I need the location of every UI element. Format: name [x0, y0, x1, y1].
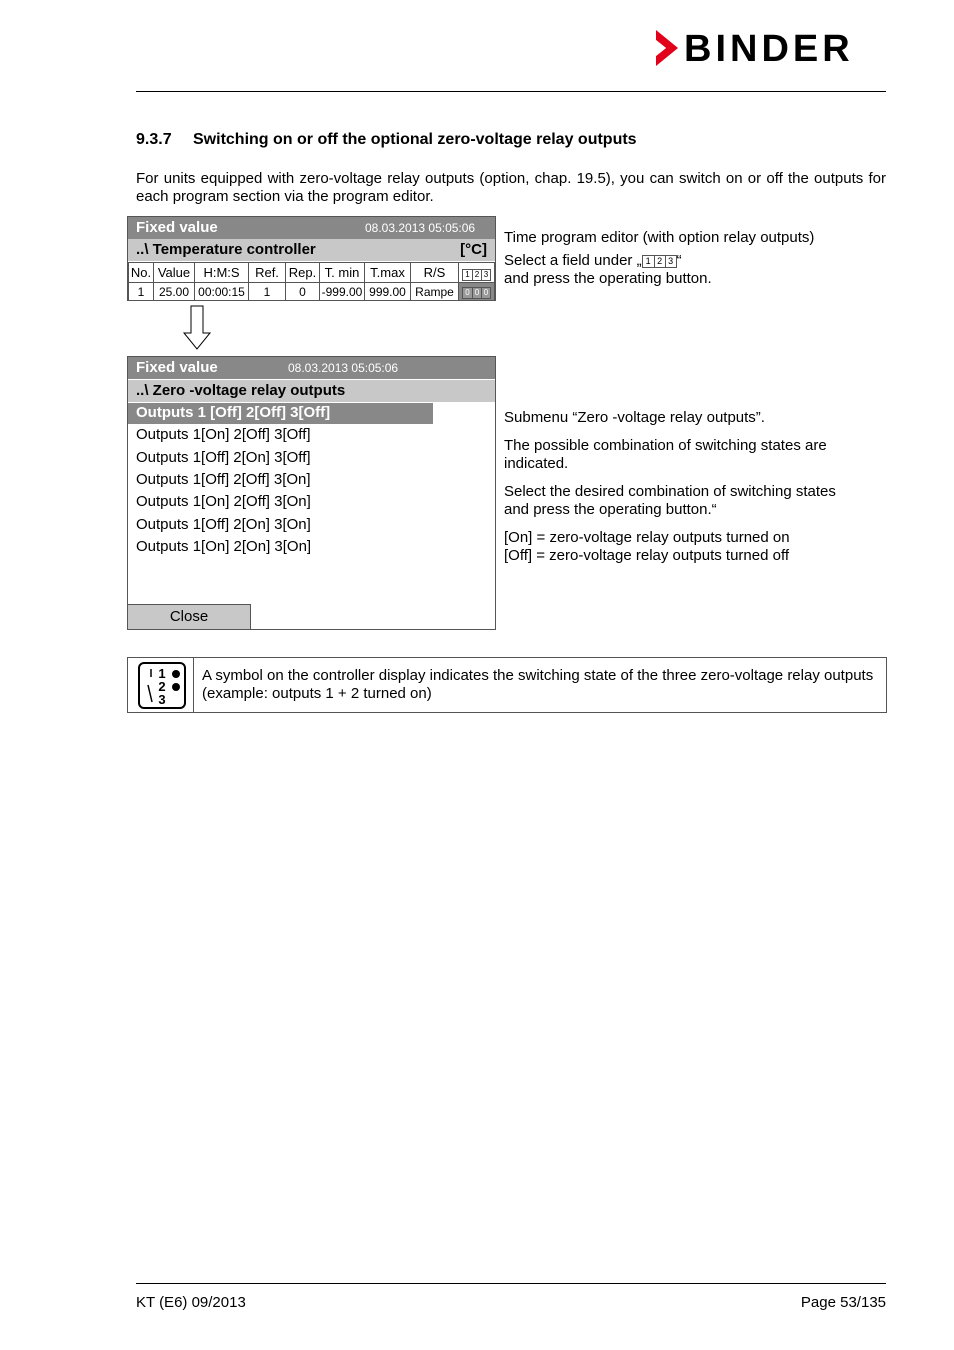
- binder-logo: [654, 28, 888, 70]
- header-rule: [136, 91, 886, 92]
- option-item[interactable]: Outputs 1[Off] 2[On] 3[Off]: [136, 449, 311, 466]
- cell-no: 1: [129, 283, 154, 301]
- section-title: Switching on or off the optional zero-voltage relay outputs: [193, 131, 637, 148]
- svg-text:3: 3: [158, 692, 166, 707]
- note-icon-cell: [128, 658, 194, 712]
- program-editor-screen: [127, 216, 496, 301]
- option-selected[interactable]: Outputs 1 [Off] 2[Off] 3[Off]: [128, 403, 433, 424]
- close-button[interactable]: Close: [128, 604, 251, 629]
- desc-combinations-1: The possible combination of switching states are: [504, 437, 827, 454]
- cell-ref[interactable]: 1: [249, 283, 286, 301]
- desc-select-1: Select the desired combination of switching states: [504, 483, 836, 500]
- screen-unit: [°C]: [460, 241, 487, 258]
- desc-submenu: Submenu “Zero -voltage relay outputs”.: [504, 409, 765, 426]
- desc-off-legend: [Off] = zero-voltage relay outputs turned off: [504, 547, 790, 564]
- footer-doc-id: KT (E6) 09/2013: [136, 1294, 246, 1311]
- option-item[interactable]: Outputs 1[On] 2[Off] 3[On]: [136, 493, 311, 510]
- desc-line-1: Time program editor (with option relay outputs): [504, 229, 815, 246]
- table-row: [129, 283, 495, 301]
- screen-path: ..\ Zero -voltage relay outputs: [136, 382, 346, 399]
- option-item[interactable]: Outputs 1[On] 2[On] 3[On]: [136, 538, 312, 555]
- screen-title: Fixed value: [136, 219, 218, 236]
- option-item[interactable]: Outputs 1[On] 2[Off] 3[Off]: [136, 426, 311, 443]
- screen-title: Fixed value: [136, 359, 218, 376]
- cell-rs[interactable]: Rampe: [411, 283, 459, 301]
- relay-state-icon: 0 0 0: [462, 287, 491, 299]
- cell-hms[interactable]: 00:00:15: [195, 283, 249, 301]
- cell-tmax[interactable]: 999.00: [365, 283, 411, 301]
- footer-rule: [136, 1283, 886, 1284]
- screen-path: ..\ Temperature controller: [136, 241, 316, 258]
- section-number: 9.3.7: [136, 131, 172, 148]
- screen-title-bar: [128, 217, 495, 239]
- desc-line-3: and press the operating button.: [504, 270, 712, 287]
- col-ref: Ref.: [249, 263, 286, 283]
- screen1-description: [504, 229, 814, 288]
- cell-value[interactable]: 25.00: [154, 283, 195, 301]
- col-rs: R/S: [411, 263, 459, 283]
- footer-page-number: Page 53/135: [800, 1294, 886, 1311]
- relay-field-icon: 1 2 3: [642, 255, 677, 268]
- logo-text: BINDER: [684, 28, 854, 70]
- down-arrow-icon: [182, 305, 212, 351]
- col-tmin: T. min: [320, 263, 365, 283]
- relay-column-icon: 1 2 3: [462, 269, 491, 281]
- col-tmax: T.max: [365, 263, 411, 283]
- col-rep: Rep.: [286, 263, 320, 283]
- note-text: A symbol on the controller display indicates the switching state of the three zero-voltage relay outputs (example: outputs 1 + 2 turned on): [202, 667, 874, 702]
- col-no: No.: [129, 263, 154, 283]
- program-table-header: [129, 263, 495, 283]
- program-table: [128, 262, 495, 301]
- desc-combinations-2: indicated.: [504, 455, 569, 472]
- option-item[interactable]: Outputs 1[Off] 2[On] 3[On]: [136, 516, 311, 533]
- col-relay[interactable]: [459, 263, 495, 283]
- logo-mark-icon: [654, 30, 680, 66]
- screen-title-bar: [128, 357, 495, 379]
- col-value: Value: [154, 263, 195, 283]
- cell-relay[interactable]: [459, 283, 495, 301]
- desc-on-legend: [On] = zero-voltage relay outputs turned on: [504, 529, 790, 546]
- desc-line-2: Select a field under „ 1 2 3 “: [504, 252, 682, 269]
- screen-path-bar: [128, 239, 495, 261]
- section-heading: [136, 131, 637, 149]
- screen2-description: [504, 409, 836, 565]
- relay-state-symbol-icon: [128, 658, 194, 712]
- info-note: [127, 657, 887, 713]
- cell-rep[interactable]: 0: [286, 283, 320, 301]
- option-item[interactable]: Outputs 1[Off] 2[Off] 3[On]: [136, 471, 311, 488]
- screen-path-bar: [128, 380, 495, 402]
- intro-paragraph: For units equipped with zero-voltage relay outputs (option, chap. 19.5), you can switch on or off the outputs for each program section via the program editor.: [136, 170, 886, 205]
- relay-outputs-screen: [127, 356, 496, 630]
- col-hms: H:M:S: [195, 263, 249, 283]
- svg-text:1: 1: [158, 666, 166, 681]
- screen-datetime: 08.03.2013 05:05:06: [288, 361, 399, 375]
- screen-datetime: 08.03.2013 05:05:06: [365, 221, 476, 235]
- desc-select-2: and press the operating button.“: [504, 501, 717, 518]
- svg-text:2: 2: [158, 679, 166, 694]
- cell-tmin[interactable]: -999.00: [320, 283, 365, 301]
